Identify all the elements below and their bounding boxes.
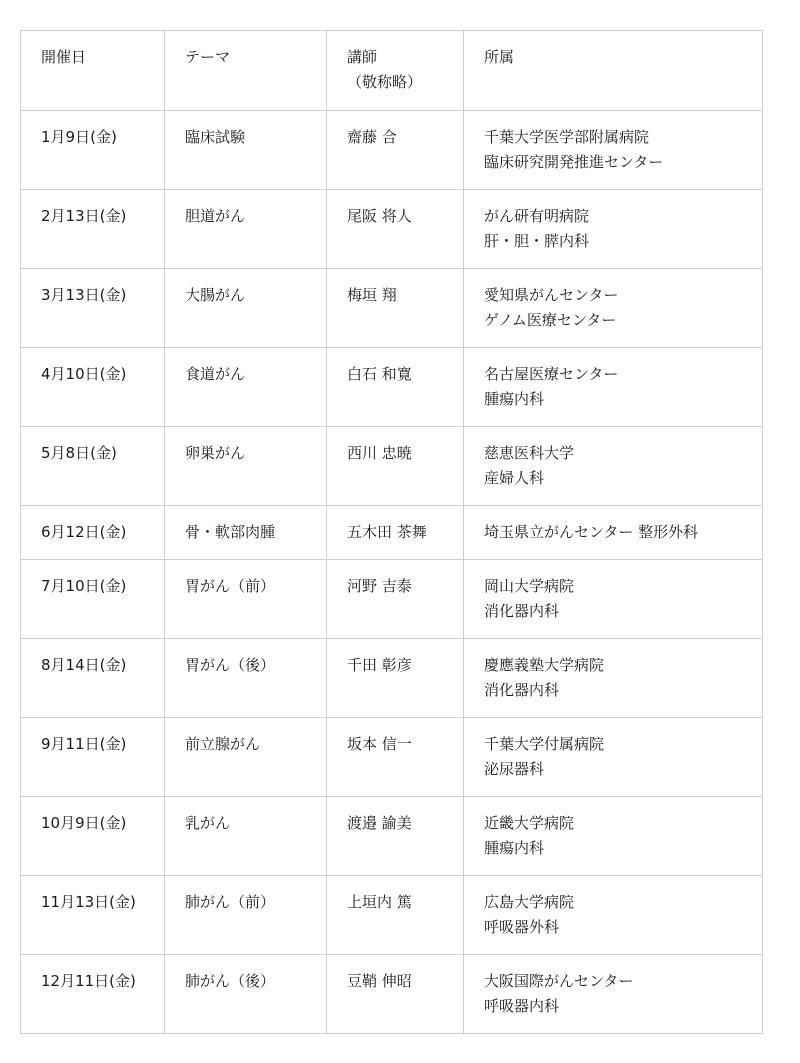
affiliation-department: 呼吸器外科 — [484, 918, 560, 936]
affiliation-institution: 岡山大学病院 — [484, 577, 575, 595]
cell-lecturer: 尾阪 将人 — [327, 190, 464, 269]
cell-theme: 胃がん（前） — [165, 560, 327, 639]
cell-affiliation — [464, 190, 763, 269]
cell-theme: 卵巣がん — [165, 427, 327, 506]
header-row — [21, 31, 763, 111]
cell-date: 2月13日(金) — [21, 190, 165, 269]
cell-date: 6月12日(金) — [21, 506, 165, 560]
cell-affiliation — [464, 876, 763, 955]
cell-lecturer: 豆鞘 伸昭 — [327, 955, 464, 1034]
cell-affiliation — [464, 348, 763, 427]
cell-lecturer: 河野 吉泰 — [327, 560, 464, 639]
cell-date: 8月14日(金) — [21, 639, 165, 718]
affiliation-department: 肝・胆・膵内科 — [484, 232, 590, 250]
cell-theme: 乳がん — [165, 797, 327, 876]
cell-date: 1月9日(金) — [21, 111, 165, 190]
cell-lecturer: 坂本 信一 — [327, 718, 464, 797]
table-row — [21, 797, 763, 876]
affiliation-department: 産婦人科 — [484, 469, 545, 487]
cell-affiliation — [464, 111, 763, 190]
cell-affiliation — [464, 955, 763, 1034]
header-affiliation: 所属 — [464, 31, 763, 111]
cell-date: 11月13日(金) — [21, 876, 165, 955]
cell-affiliation — [464, 560, 763, 639]
affiliation-institution: 近畿大学病院 — [484, 814, 575, 832]
affiliation-institution: 千葉大学医学部附属病院 — [484, 128, 650, 146]
cell-date: 4月10日(金) — [21, 348, 165, 427]
cell-affiliation — [464, 718, 763, 797]
cell-lecturer: 梅垣 翔 — [327, 269, 464, 348]
table-row — [21, 876, 763, 955]
header-lecturer-note: （敬称略） — [347, 73, 423, 91]
cell-affiliation — [464, 427, 763, 506]
affiliation-institution: 慈恵医科大学 — [484, 444, 575, 462]
affiliation-department: 泌尿器科 — [484, 760, 545, 778]
affiliation-institution: 広島大学病院 — [484, 893, 575, 911]
affiliation-institution: 千葉大学付属病院 — [484, 735, 605, 753]
cell-date: 7月10日(金) — [21, 560, 165, 639]
cell-affiliation — [464, 506, 763, 560]
cell-affiliation — [464, 269, 763, 348]
cell-lecturer: 千田 彰彦 — [327, 639, 464, 718]
table-row — [21, 111, 763, 190]
affiliation-institution: がん研有明病院 — [484, 207, 590, 225]
header-date: 開催日 — [21, 31, 165, 111]
cell-theme: 肺がん（前） — [165, 876, 327, 955]
affiliation-department: 臨床研究開発推進センター — [484, 153, 664, 171]
cell-date: 9月11日(金) — [21, 718, 165, 797]
cell-lecturer: 白石 和寛 — [327, 348, 464, 427]
table-row — [21, 269, 763, 348]
cell-date: 10月9日(金) — [21, 797, 165, 876]
affiliation-institution: 慶應義塾大学病院 — [484, 656, 605, 674]
table-row — [21, 955, 763, 1034]
table-row — [21, 560, 763, 639]
table-row — [21, 427, 763, 506]
cell-lecturer: 五木田 茶舞 — [327, 506, 464, 560]
cell-theme: 骨・軟部肉腫 — [165, 506, 327, 560]
affiliation-institution: 名古屋医療センター — [484, 365, 619, 383]
lecture-schedule-table — [20, 30, 763, 1034]
table-row — [21, 506, 763, 560]
affiliation-department: 腫瘍内科 — [484, 839, 545, 857]
table-row — [21, 639, 763, 718]
table-body — [21, 111, 763, 1034]
affiliation-institution: 大阪国際がんセンター — [484, 972, 634, 990]
cell-theme: 肺がん（後） — [165, 955, 327, 1034]
cell-theme: 大腸がん — [165, 269, 327, 348]
affiliation-institution: 埼玉県立がんセンター 整形外科 — [484, 523, 699, 541]
cell-date: 5月8日(金) — [21, 427, 165, 506]
cell-date: 12月11日(金) — [21, 955, 165, 1034]
cell-lecturer: 西川 忠暁 — [327, 427, 464, 506]
cell-affiliation — [464, 797, 763, 876]
cell-date: 3月13日(金) — [21, 269, 165, 348]
cell-lecturer: 渡邉 諭美 — [327, 797, 464, 876]
header-theme: テーマ — [165, 31, 327, 111]
table-header — [21, 31, 763, 111]
affiliation-department: 消化器内科 — [484, 681, 560, 699]
header-lecturer-label: 講師 — [347, 48, 378, 66]
table-row — [21, 348, 763, 427]
table-row — [21, 190, 763, 269]
affiliation-institution: 愛知県がんセンター — [484, 286, 619, 304]
cell-theme: 前立腺がん — [165, 718, 327, 797]
table-row — [21, 718, 763, 797]
affiliation-department: ゲノム医療センター — [484, 311, 617, 329]
cell-theme: 胆道がん — [165, 190, 327, 269]
header-lecturer — [327, 31, 464, 111]
affiliation-department: 呼吸器内科 — [484, 997, 560, 1015]
cell-lecturer: 齋藤 合 — [327, 111, 464, 190]
affiliation-department: 消化器内科 — [484, 602, 560, 620]
cell-theme: 胃がん（後） — [165, 639, 327, 718]
cell-lecturer: 上垣内 篤 — [327, 876, 464, 955]
affiliation-department: 腫瘍内科 — [484, 390, 545, 408]
cell-affiliation — [464, 639, 763, 718]
cell-theme: 食道がん — [165, 348, 327, 427]
cell-theme: 臨床試験 — [165, 111, 327, 190]
